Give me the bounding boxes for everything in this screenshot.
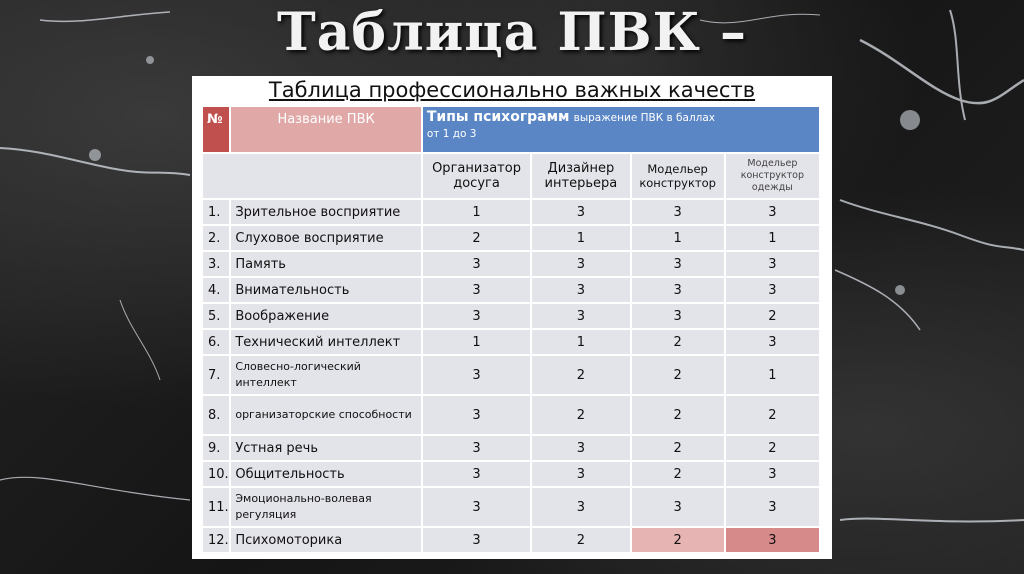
row-number: 10. [203, 462, 229, 486]
table-panel [192, 76, 832, 559]
row-name: Внимательность [231, 278, 420, 302]
row-value: 2 [632, 330, 724, 354]
table-row [203, 436, 819, 460]
row-value: 3 [632, 252, 724, 276]
col-header-organizer: Организатор досуга [423, 154, 530, 198]
row-name: Психомоторика [231, 528, 420, 552]
row-value: 2 [532, 356, 629, 394]
row-value: 3 [423, 356, 530, 394]
row-value: 3 [532, 200, 629, 224]
row-value: 3 [726, 488, 819, 526]
row-value: 3 [726, 200, 819, 224]
row-value-highlighted: 2 [632, 528, 724, 552]
row-value: 2 [726, 304, 819, 328]
header-types-title: Типы психограмм [426, 109, 570, 125]
pvk-table [201, 105, 821, 554]
row-value: 3 [632, 200, 724, 224]
row-name: Словесно-логический интеллект [231, 356, 420, 394]
col-header-clothing-modeler: Модельер конструктор одежды [726, 154, 819, 198]
row-name: Технический интеллект [231, 330, 420, 354]
table-header-row [203, 107, 819, 152]
row-value: 3 [632, 304, 724, 328]
row-number: 1. [203, 200, 229, 224]
row-name: Воображение [231, 304, 420, 328]
table-row [203, 304, 819, 328]
table-row [203, 226, 819, 250]
row-value: 2 [632, 436, 724, 460]
row-value: 3 [726, 278, 819, 302]
row-value: 3 [423, 436, 530, 460]
row-value: 3 [423, 304, 530, 328]
row-name: Устная речь [231, 436, 420, 460]
row-number: 8. [203, 396, 229, 434]
row-value: 3 [423, 252, 530, 276]
row-value: 2 [632, 396, 724, 434]
row-value: 2 [726, 436, 819, 460]
header-types-range: от 1 до 3 [426, 128, 477, 140]
row-number: 4. [203, 278, 229, 302]
row-value: 3 [532, 304, 629, 328]
row-name: Эмоционально-волевая регуляция [231, 488, 420, 526]
row-value: 2 [632, 462, 724, 486]
row-value: 2 [423, 226, 530, 250]
row-value: 2 [532, 528, 629, 552]
row-number: 6. [203, 330, 229, 354]
row-value: 3 [423, 528, 530, 552]
table-row [203, 252, 819, 276]
header-types [423, 107, 819, 152]
table-row [203, 330, 819, 354]
row-number: 3. [203, 252, 229, 276]
row-value: 2 [532, 396, 629, 434]
row-number: 2. [203, 226, 229, 250]
row-name: Слуховое восприятие [231, 226, 420, 250]
row-number: 7. [203, 356, 229, 394]
row-value: 1 [632, 226, 724, 250]
row-value: 2 [726, 396, 819, 434]
header-number: № [203, 107, 229, 152]
row-value: 1 [532, 226, 629, 250]
row-value: 1 [532, 330, 629, 354]
table-row [203, 356, 819, 394]
table-row [203, 528, 819, 552]
row-value: 3 [726, 462, 819, 486]
table-row [203, 396, 819, 434]
row-value: 3 [532, 488, 629, 526]
header-blank-cell [203, 154, 421, 198]
header-name: Название ПВК [231, 107, 420, 152]
row-value: 3 [632, 278, 724, 302]
row-name: Зрительное восприятие [231, 200, 420, 224]
row-value: 3 [726, 252, 819, 276]
row-value: 3 [423, 488, 530, 526]
row-value: 3 [423, 278, 530, 302]
row-value: 3 [423, 462, 530, 486]
row-number: 5. [203, 304, 229, 328]
row-value: 1 [726, 226, 819, 250]
row-value: 3 [532, 436, 629, 460]
row-number: 11. [203, 488, 229, 526]
table-caption: Таблица профессионально важных качеств [268, 78, 756, 102]
table-row [203, 200, 819, 224]
table-row [203, 278, 819, 302]
table-row [203, 462, 819, 486]
row-value: 2 [632, 356, 724, 394]
row-value: 3 [632, 488, 724, 526]
row-number: 9. [203, 436, 229, 460]
row-number: 12. [203, 528, 229, 552]
row-value: 3 [726, 330, 819, 354]
row-value: 3 [532, 252, 629, 276]
col-header-modeler: Модельер конструктор [632, 154, 724, 198]
slide-title: Таблица ПВК – [277, 2, 747, 63]
table-row [203, 488, 819, 526]
column-header-row [203, 154, 819, 198]
row-value: 3 [532, 462, 629, 486]
row-value: 1 [423, 200, 530, 224]
row-name: Память [231, 252, 420, 276]
row-value: 3 [423, 396, 530, 434]
row-value-highlighted: 3 [726, 528, 819, 552]
row-name: организаторские способности [231, 396, 420, 434]
row-value: 1 [423, 330, 530, 354]
header-types-note: выражение ПВК в баллах [573, 112, 716, 124]
row-name: Общительность [231, 462, 420, 486]
col-header-designer: Дизайнер интерьера [532, 154, 629, 198]
row-value: 1 [726, 356, 819, 394]
row-value: 3 [532, 278, 629, 302]
